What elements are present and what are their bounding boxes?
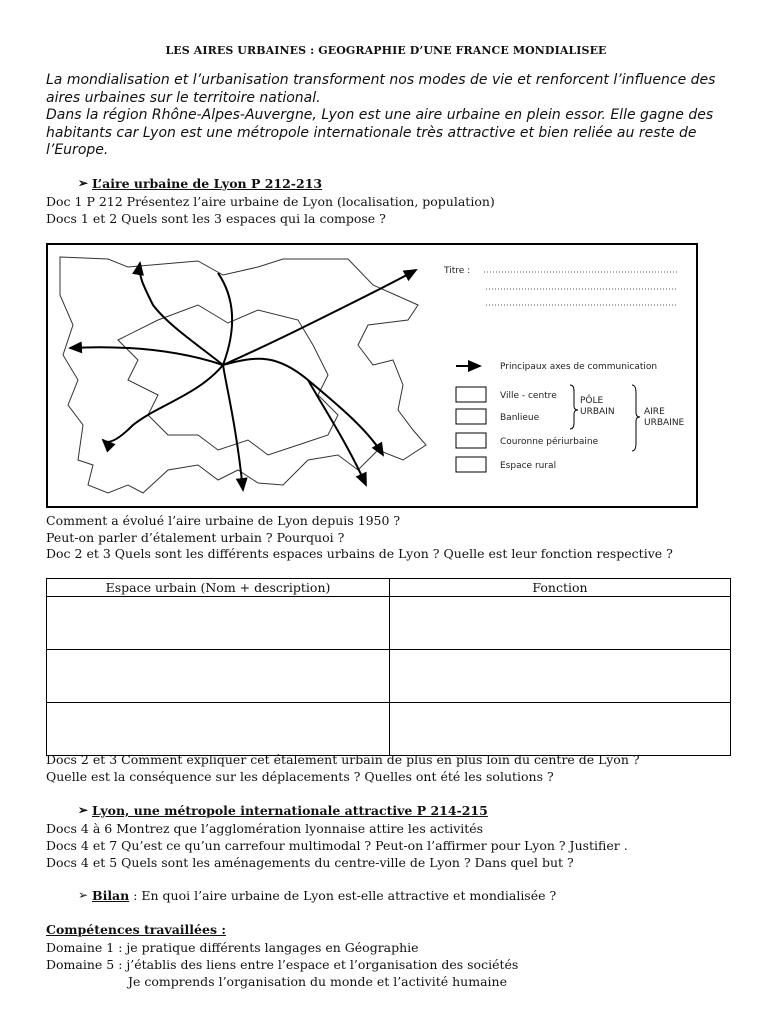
- question-evolution: Comment a évolué l’aire urbaine de Lyon depuis 1950 ?: [46, 513, 401, 528]
- section1-heading-text: L’aire urbaine de Lyon P 212-213: [92, 176, 323, 191]
- legend-banlieue: Banlieue: [500, 413, 540, 423]
- intro-paragraph: [46, 72, 736, 160]
- table-header-row: [47, 579, 731, 597]
- axis-ne: [223, 270, 416, 365]
- page-title: LES AIRES URBAINES : GEOGRAPHIE D’UNE FRANCE MONDIALISEE: [165, 44, 607, 57]
- legend-box-banlieue: [456, 409, 486, 424]
- legend-rural: Espace rural: [500, 461, 557, 471]
- section1-line-2: Docs 1 et 2 Quels sont les 3 espaces qui la compose ?: [46, 211, 386, 226]
- arrow-bullet-icon: ➢: [78, 803, 89, 817]
- legend-pole-line2: URBAIN: [580, 407, 615, 417]
- question-espaces: Doc 2 et 3 Quels sont les différents espaces urbains de Lyon ? Quelle est leur fonction respective ?: [46, 546, 673, 561]
- legend-aire-line2: URBAINE: [644, 418, 685, 428]
- legend-couronne: Couronne périurbaine: [500, 437, 599, 447]
- legend-box-ville-centre: [456, 387, 486, 402]
- competences-heading: Compétences travaillées :: [46, 922, 226, 937]
- section2-line-1: Docs 4 à 6 Montrez que l’agglomération lyonnaise attire les activités: [46, 821, 484, 836]
- competence-domaine-5: Domaine 5 : j’établis des liens entre l’espace et l’organisation des sociétés: [46, 957, 519, 972]
- legend-box-rural: [456, 457, 486, 472]
- lyon-map-figure: [46, 243, 698, 508]
- table-row: [47, 650, 731, 703]
- answer-cell-fonction-2[interactable]: [390, 650, 731, 703]
- legend-box-couronne: [456, 433, 486, 448]
- table-header-fonction: Fonction: [390, 579, 731, 597]
- map-title-label: Titre :: [444, 266, 471, 276]
- inner-pole-outline: [118, 305, 338, 455]
- arrow-bullet-icon: ➢: [78, 176, 89, 190]
- axis-s: [223, 365, 243, 490]
- answer-cell-fonction-1[interactable]: [390, 597, 731, 650]
- table-row: [47, 597, 731, 650]
- legend-pole-line1: PÔLE: [580, 396, 604, 406]
- section2-heading-text: Lyon, une métropole internationale attractive P 214-215: [92, 803, 488, 818]
- legend-ville-centre: Ville - centre: [500, 391, 557, 401]
- intro-sentence-1: La mondialisation et l’urbanisation transforment nos modes de vie et renforcent l’influence des aires urbaines sur le territoire national.: [46, 72, 716, 106]
- section1-line-1: Doc 1 P 212 Présentez l’aire urbaine de Lyon (localisation, population): [46, 194, 495, 209]
- question-explication: Docs 2 et 3 Comment expliquer cet étalement urbain de plus en plus loin du centre de Lyon ?: [46, 752, 640, 767]
- question-etalement: Peut-on parler d’étalement urbain ? Pourquoi ?: [46, 530, 345, 545]
- section2-line-2: Docs 4 et 7 Qu’est ce qu’un carrefour multimodal ? Peut-on l’affirmer pour Lyon ? Justifier .: [46, 838, 628, 853]
- answer-cell-espace-2[interactable]: [47, 650, 390, 703]
- bilan-question: : En quoi l’aire urbaine de Lyon est-elle attractive et mondialisée ?: [129, 888, 557, 903]
- table-header-espace: Espace urbain (Nom + description): [47, 579, 390, 597]
- legend-aire-line1: AIRE: [644, 407, 665, 417]
- answer-cell-espace-1[interactable]: [47, 597, 390, 650]
- legend-axes-label: Principaux axes de communication: [500, 362, 658, 372]
- axis-n: [218, 273, 232, 365]
- intro-sentence-2: Dans la région Rhône-Alpes-Auvergne, Lyon est une aire urbaine en plein essor. Elle gagne des habitants car Lyon est une métropole internationale très attractive et bien reliée au reste de l’Europe.: [46, 107, 714, 158]
- aire-brace: [632, 385, 640, 451]
- bilan-label: Bilan: [92, 888, 130, 903]
- answer-table: [46, 578, 731, 756]
- competence-domaine-1: Domaine 1 : je pratique différents langages en Géographie: [46, 940, 419, 955]
- question-consequence: Quelle est la conséquence sur les déplacements ? Quelles ont été les solutions ?: [46, 769, 554, 784]
- bilan-line: [78, 888, 557, 903]
- axis-w: [70, 347, 223, 365]
- section2-line-3: Docs 4 et 5 Quels sont les aménagements du centre-ville de Lyon ? Dans quel but ?: [46, 855, 574, 870]
- arrow-bullet-icon: ➢: [78, 888, 89, 902]
- answer-cell-fonction-3[interactable]: [390, 703, 731, 756]
- section1-heading: [78, 176, 323, 191]
- table-row: [47, 703, 731, 756]
- section2-heading: [78, 803, 488, 818]
- map-drawing: [48, 245, 696, 506]
- answer-cell-espace-3[interactable]: [47, 703, 390, 756]
- pole-brace: [570, 385, 578, 429]
- competence-organisation-monde: Je comprends l’organisation du monde et l’activité humaine: [128, 974, 507, 989]
